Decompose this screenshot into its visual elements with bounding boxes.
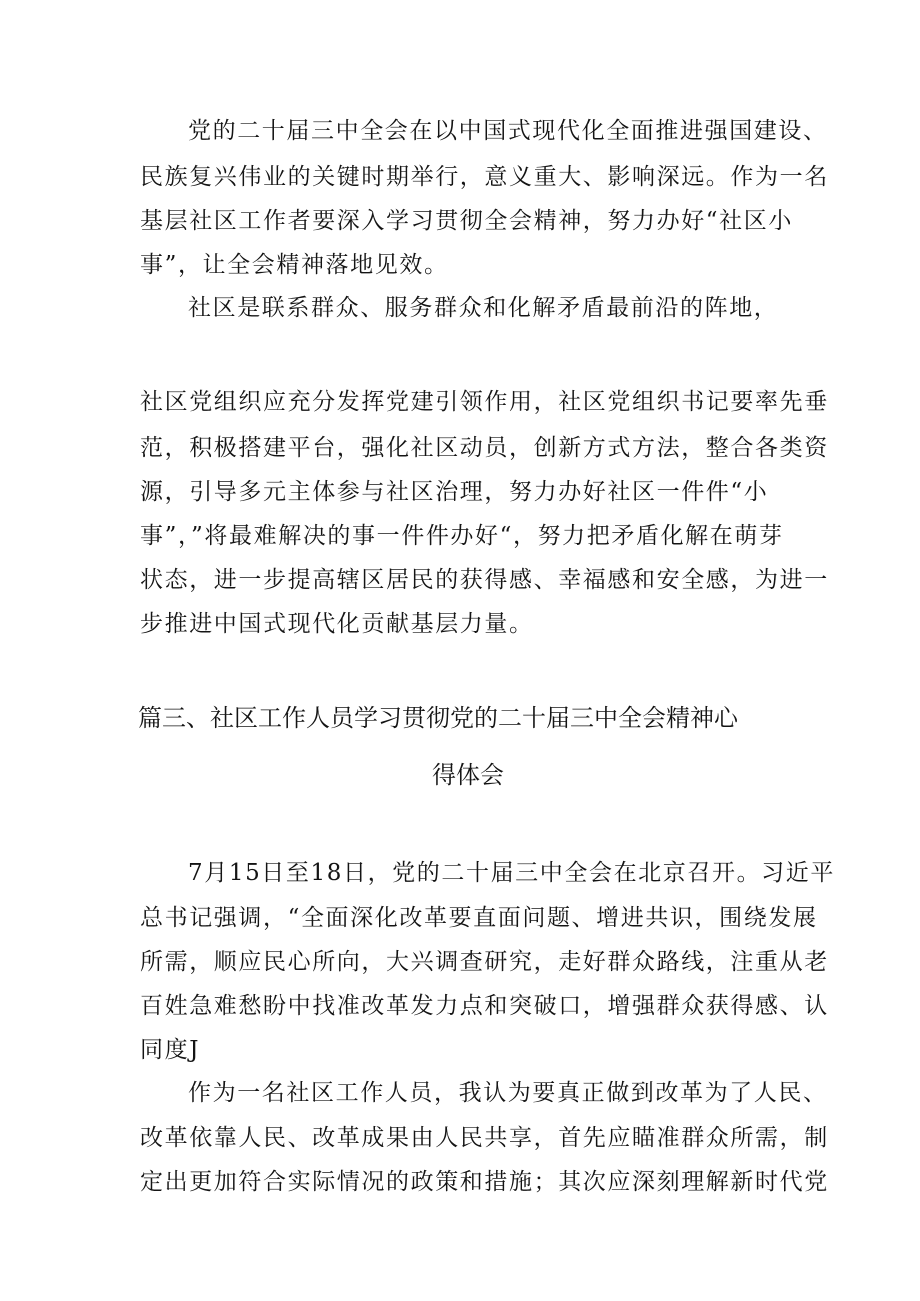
text-line: 社区是联系群众、服务群众和化解矛盾最前沿的阵地， bbox=[188, 295, 779, 321]
section-heading-line: 篇三、社区工作人员学习贯彻党的二十届三中全会精神心 bbox=[138, 704, 738, 732]
text-line: 所需，顺应民心所向，大兴调查研究，走好群众路线，注重从老 bbox=[140, 949, 829, 975]
text-line: 同度J bbox=[140, 1037, 201, 1063]
text-line: 事”，让全会精神落地见效。 bbox=[140, 252, 449, 278]
text-line: 社区党组织应充分发挥党建引领作用，社区党组织书记要率先垂 bbox=[140, 389, 829, 415]
text-line: 作为一名社区工作人员，我认为要真正做到改革为了人民、 bbox=[188, 1080, 828, 1106]
text-line: 民族复兴伟业的关键时期举行，意义重大、影响深远。作为一名 bbox=[140, 164, 829, 190]
text-line: 源，引导多元主体参与社区治理，努力办好社区一件件“小 bbox=[140, 479, 769, 505]
text-line: 改革依靠人民、改革成果由人民共享，首先应瞄准群众所需，制 bbox=[140, 1125, 829, 1151]
text-line: 状态，进一步提高辖区居民的获得感、幸福感和安全感，为进一 bbox=[140, 567, 829, 593]
text-line: 总书记强调，“全面深化改革要直面问题、增进共识，围绕发展 bbox=[140, 905, 818, 931]
text-line: 基层社区工作者要深入学习贯彻全会精神，努力办好“社区小 bbox=[140, 208, 793, 234]
text-line: 7月15日至18日，党的二十届三中全会在北京召开。习近平 bbox=[188, 860, 835, 886]
text-line: 定出更加符合实际情况的政策和措施；其次应深刻理解新时代党 bbox=[140, 1169, 829, 1195]
text-line: 百姓急难愁盼中找准改革发力点和突破口，增强群众获得感、认 bbox=[140, 993, 829, 1019]
text-line: 范，积极搭建平台，强化社区动员，创新方式方法，整合各类资 bbox=[140, 435, 829, 461]
text-line: 党的二十届三中全会在以中国式现代化全面推进强国建设、 bbox=[188, 118, 828, 144]
section-heading-line: 得体会 bbox=[432, 761, 504, 789]
text-line: 事”，”将最难解决的事一件件办好“，努力把矛盾化解在萌芽 bbox=[140, 523, 784, 549]
text-line: 步推进中国式现代化贡献基层力量。 bbox=[140, 611, 534, 637]
